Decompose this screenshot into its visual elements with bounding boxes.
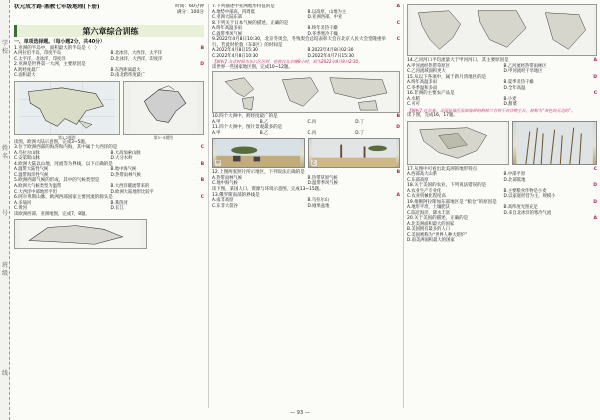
time-limit: 时间：60分钟 — [175, 4, 204, 9]
figure-africa-maps — [407, 4, 597, 56]
option: B.乙河流经热带雨林区 — [503, 63, 547, 69]
option: D.以家庭经营为主，规模小 — [503, 194, 556, 200]
option: C.安第斯山脉 — [14, 156, 40, 162]
options-q4 — [14, 167, 204, 178]
option: A.西部高大山系 — [407, 172, 438, 178]
question-15 — [407, 75, 597, 81]
option: C.黄河 — [14, 206, 27, 212]
photo-drawing — [309, 139, 400, 167]
option: B.主要粮食作物是小麦 — [503, 188, 547, 194]
question-19 — [407, 200, 597, 206]
option: A.多瑙河 — [14, 200, 32, 206]
answer-mark: C — [593, 91, 597, 97]
photo-savanna-giraffes — [308, 138, 401, 168]
option: D.丁 — [355, 119, 365, 125]
question-stem: 2.亚洲是世界第一大洲，主要原因是 — [14, 62, 86, 68]
answer-mark: C — [200, 145, 204, 151]
option: C.太平洋，北冰洋，印度洋 — [14, 56, 66, 62]
option: A.跨经度最广 — [14, 67, 40, 73]
option: B.夏季炎热干燥 — [503, 80, 534, 86]
option: A.水稻 — [407, 96, 420, 102]
question-5 — [14, 178, 204, 184]
question-stem: 6.阿尔卑斯山脉，欧洲西部国家主要河流的源头是 — [14, 195, 113, 201]
option: C.温带海洋性气候 — [14, 172, 49, 178]
option: C.美国被称为“世界人种大熔炉” — [407, 232, 468, 238]
question-stem: 5.欧洲西部气候的形成，其中的气候类型是 — [14, 178, 100, 184]
options-q5 — [14, 184, 204, 195]
map-drawing — [408, 5, 596, 55]
option: D.北冰洋，大西洋，印度洋 — [110, 56, 163, 62]
answer-mark: D — [593, 183, 597, 189]
option: B.大西洋暖流带来的 — [110, 184, 150, 190]
option: B.小麦 — [503, 96, 517, 102]
question-8 — [212, 21, 400, 27]
answer-mark: C — [396, 37, 400, 43]
option: A.温带大陆性气候 — [14, 167, 49, 173]
option: A.终年高温多雨 — [212, 26, 243, 32]
question-stem: 18.关于美国的农业，下列说法错误的是 — [407, 183, 487, 189]
option: A.地势中部高，四周低 — [212, 9, 255, 15]
figure-caption: 第1,2题图 — [58, 134, 76, 140]
answer-mark: C — [593, 166, 597, 172]
map-drawing — [15, 82, 119, 134]
full-score: 满分：100分 — [176, 10, 204, 15]
question-stem: 12.上图两张照片所示地区，下列说法正确的是 — [212, 170, 305, 176]
figure-row-wheat — [407, 121, 597, 165]
column-right — [403, 4, 597, 408]
option: C.大西洋中部地形平坦 — [14, 189, 58, 195]
map-drawing — [408, 122, 508, 164]
map-drawing — [15, 220, 146, 248]
option: A.甲河流经热带草原区 — [407, 63, 450, 69]
question-stem: 8.下列关于日本气候的描述，正确的是 — [212, 20, 289, 26]
options-q14 — [407, 64, 597, 75]
option: D.来自北冰洋的寒冷气流 — [503, 210, 552, 216]
option: B.热带草原气候 — [307, 175, 338, 181]
option: A.终年高温多雨 — [407, 80, 438, 86]
option: A.甲 — [212, 119, 221, 125]
chapter-title: 第六章综合训练 — [14, 25, 204, 37]
option: D.2022年4月7日15:30 — [307, 53, 354, 59]
figure-caption: 第3~5题图 — [153, 134, 174, 140]
photo-label: 乙 — [311, 160, 316, 166]
figure-north-america-map — [407, 121, 509, 165]
photo-drawing — [213, 139, 304, 167]
question-12 — [212, 170, 400, 176]
options-q1 — [14, 51, 204, 62]
photo-savanna-elephants — [212, 138, 305, 168]
options-q3 — [14, 151, 204, 162]
option: D.甲河流经干旱地区 — [503, 69, 543, 75]
option: D.温带季风气候 — [307, 181, 338, 187]
question-3 — [14, 145, 204, 151]
answer-mark: C — [396, 20, 400, 26]
option: B.东西距离最大 — [110, 67, 141, 73]
question-9 — [212, 37, 400, 48]
answer-mark: D — [593, 74, 597, 80]
option: D.刚果盆地 — [307, 203, 330, 209]
option: B.乙 — [259, 130, 269, 136]
figure-europe-map — [123, 81, 204, 140]
option: A.南非高原 — [212, 198, 234, 204]
options-q6 — [14, 201, 204, 212]
option: B.乌拉尔山 — [307, 198, 330, 204]
question-7 — [212, 4, 400, 10]
option: B.地中海气候 — [110, 167, 137, 173]
answer-mark: D — [593, 199, 597, 205]
question-1 — [14, 46, 204, 52]
answer-mark: A — [396, 4, 400, 9]
option: D.丁 — [355, 130, 365, 136]
answer-mark: B — [396, 114, 400, 120]
question-17 — [407, 167, 597, 173]
option: C.临近海洋，降水丰富 — [407, 210, 451, 216]
option: D.大分水岭 — [110, 156, 133, 162]
option: A.热带雨林气候 — [212, 175, 243, 181]
option: A.地形平坦，土壤肥沃 — [407, 205, 450, 211]
question-stem: 9.2022年4月8日10:30，北京冬奥会，冬残奥会总结表彰大会在北京人民大会堂隆重举行。若此时伦敦（东0区）的时间是 — [212, 37, 386, 48]
option: C.可可 — [407, 102, 420, 108]
option: B.中部平原 — [503, 172, 526, 178]
options-q8 — [212, 26, 400, 37]
option: C.丙 — [307, 130, 317, 136]
option: A.2022年4月8日15:30 — [212, 48, 258, 54]
option: D.全年高温 — [503, 85, 526, 91]
option: C.冬季温和多雨 — [407, 85, 438, 91]
answer-mark: D — [396, 125, 400, 131]
map-image — [123, 81, 204, 135]
options-q18 — [407, 189, 597, 200]
option: C.面积最大 — [14, 73, 36, 79]
figure-continents-map — [212, 71, 400, 113]
option: D.南美洲面积最大的国家 — [407, 238, 455, 244]
intro-7-8: 读欧洲西部，亚洲地图，完成7，8题。 — [14, 211, 90, 217]
figure-row-1 — [14, 81, 204, 140]
binding-label: 校 — [1, 48, 8, 55]
answer-mark: D — [200, 62, 204, 68]
binding-label: 姓 — [1, 145, 8, 152]
option: B.乙 — [259, 119, 269, 125]
question-stem: 11.四个大洲中，图片景观最多的是 — [212, 125, 283, 131]
binding-label: 级 — [1, 270, 8, 277]
binding-label: 班 — [1, 262, 8, 269]
option: A.乌拉尔山脉 — [14, 150, 40, 156]
binding-label: 号 — [1, 210, 8, 217]
option: C.温带季风气候 — [212, 31, 243, 37]
question-14 — [407, 58, 597, 64]
binding-strip — [0, 0, 10, 420]
option: D.南北跨纬度最广 — [110, 73, 146, 79]
answer-mark: C — [200, 195, 204, 201]
book-title: 状元成才路·湘教七年级地理(下册) — [14, 4, 100, 10]
question-stem: 1.亚洲的半岛中，面积最大的半岛是（ ） — [14, 45, 100, 51]
analysis-note: 【解析】北京时间为东八区区时，伦敦比北京晚8小时，故为2022年4月8日2:30。 — [212, 59, 363, 65]
option: C.地中海气候 — [212, 181, 238, 187]
intro-3-5: 读图，欧洲大陆示意图，完成3~5题。 — [14, 139, 90, 145]
question-stem: 17.从图中可看出北美洲的地形特点 — [407, 166, 478, 172]
intro-10-12: 读世界一些国家地区图，完成10~12题。 — [212, 64, 293, 70]
map-drawing — [213, 72, 399, 112]
option: C.2022年4月8日10:30 — [212, 53, 259, 59]
question-stem: 13.俄罗斯南部的界线是 — [212, 192, 260, 198]
option: C.东非大裂谷 — [212, 203, 238, 209]
options-q19 — [407, 205, 597, 216]
option: C.东部高原 — [407, 177, 429, 183]
option: B.以高原，山地为主 — [307, 9, 347, 15]
question-18 — [407, 183, 597, 189]
map-image — [14, 81, 120, 135]
question-stem: 7.下列描述中亚洲地形特征的是 — [212, 4, 275, 9]
answer-mark: B — [200, 45, 204, 51]
answer-mark: B — [200, 178, 204, 184]
binding-label: 名 — [1, 153, 8, 160]
option: A.甲 — [212, 130, 221, 136]
options-q16 — [407, 97, 597, 108]
photo-label: 甲 — [216, 160, 220, 166]
option: A.欧洲大气候类型为温带 — [14, 184, 62, 190]
option: B.北冰洋，大西洋，太平洋 — [110, 51, 163, 57]
answer-mark: A — [593, 216, 597, 222]
option: B.终年炎热干燥 — [307, 26, 338, 32]
option: C.乙河流域面积更大 — [407, 69, 446, 75]
options-q11 — [212, 131, 400, 137]
option: A.阿拉伯半岛，印度半岛 — [14, 51, 62, 57]
question-stem: 20.关于美国的描述，正确的是 — [407, 216, 469, 222]
question-20 — [407, 216, 597, 222]
page-header — [14, 4, 204, 24]
photo-drawing — [513, 122, 596, 164]
option: A.北美洲面积最大的国家 — [407, 221, 455, 227]
answer-mark: A — [396, 192, 400, 198]
intro-16-17: 读下图，完成16，17题。 — [407, 112, 458, 118]
map-drawing — [124, 82, 203, 134]
question-stem: 4.欧洲大陆以山地，河流等为界线，以下正确的是 — [14, 161, 113, 167]
page-number: — 93 — — [290, 410, 310, 416]
option: D.欧洲大陆地形比较平 — [110, 189, 154, 195]
option: D.北部低地 — [503, 177, 526, 183]
binding-label: 学 — [1, 40, 8, 47]
question-4 — [14, 162, 204, 168]
option: A.农业生产专业化 — [407, 188, 442, 194]
question-10 — [212, 114, 400, 120]
exam-meta — [175, 4, 204, 16]
options-q20 — [407, 222, 597, 244]
question-13 — [212, 193, 400, 199]
option: D.亚洲西部，中亚 — [307, 15, 343, 21]
option: B.大高加索山脉 — [110, 150, 141, 156]
question-stem: 15.从以下各项中，属于新月湾地区的是 — [407, 74, 487, 80]
figure-europe-west-map — [14, 219, 147, 249]
option: C.丙 — [307, 119, 317, 125]
options-q15 — [407, 80, 597, 91]
section-heading: 一、单项选择题。（每小题2分，共40分） — [14, 39, 105, 45]
question-stem: 14.乙河河口平均流量大于甲河河口，其主要原因是 — [407, 58, 509, 63]
option: D.热带雨林气候 — [110, 172, 141, 178]
options-q9 — [212, 48, 400, 59]
options-q7 — [212, 10, 400, 21]
question-16 — [407, 91, 597, 97]
answer-mark: B — [396, 170, 400, 176]
option: B.高纬度光照充足 — [503, 205, 538, 211]
options-q13 — [212, 198, 400, 209]
option: B.美国拥有最多的人口 — [407, 227, 450, 233]
binding-label: 线 — [1, 370, 8, 377]
question-stem: 3.位于欧洲西部的海湾和内海，其中属于大西洋的是 — [14, 145, 118, 151]
options-q12 — [212, 176, 400, 187]
question-11 — [212, 125, 400, 131]
option: B.莱茵河 — [110, 200, 128, 206]
figure-asia-map — [14, 81, 120, 140]
option: D.冬季寒冷干燥 — [307, 31, 338, 37]
option: D.甜菜 — [503, 102, 517, 108]
photo-row — [212, 138, 400, 168]
options-q17 — [407, 172, 597, 183]
photo-wheat-field — [512, 121, 597, 165]
column-left — [14, 4, 204, 408]
question-stem: 10.四个大洲中，跨经度最广的是 — [212, 114, 278, 120]
question-2 — [14, 62, 204, 68]
column-middle — [208, 4, 400, 408]
options-q2 — [14, 68, 204, 79]
option: C.亚洲大陆东部 — [212, 15, 243, 21]
option: C.农业机械化程度高 — [407, 194, 446, 200]
analysis-note: 【解析】近年来，美国某地区沿海地带的格林兰有利于农作物生长，被称为“灰色的无边的”。 — [407, 107, 575, 113]
question-stem: 19.推断阿拉斯加东部地区是 “粮仓”的原因是 — [407, 199, 497, 205]
option: B.2022年4月8日02:30 — [307, 48, 354, 54]
answer-mark: B — [200, 161, 204, 167]
question-6 — [14, 195, 204, 201]
option: D.长江 — [110, 206, 124, 212]
answer-mark: A — [593, 58, 597, 63]
intro-13-15: 读下图，某国人口，资源与环境示意图，完成13~15题。 — [212, 186, 324, 192]
question-stem: 16.非洲的主要农产品是 — [407, 91, 455, 97]
